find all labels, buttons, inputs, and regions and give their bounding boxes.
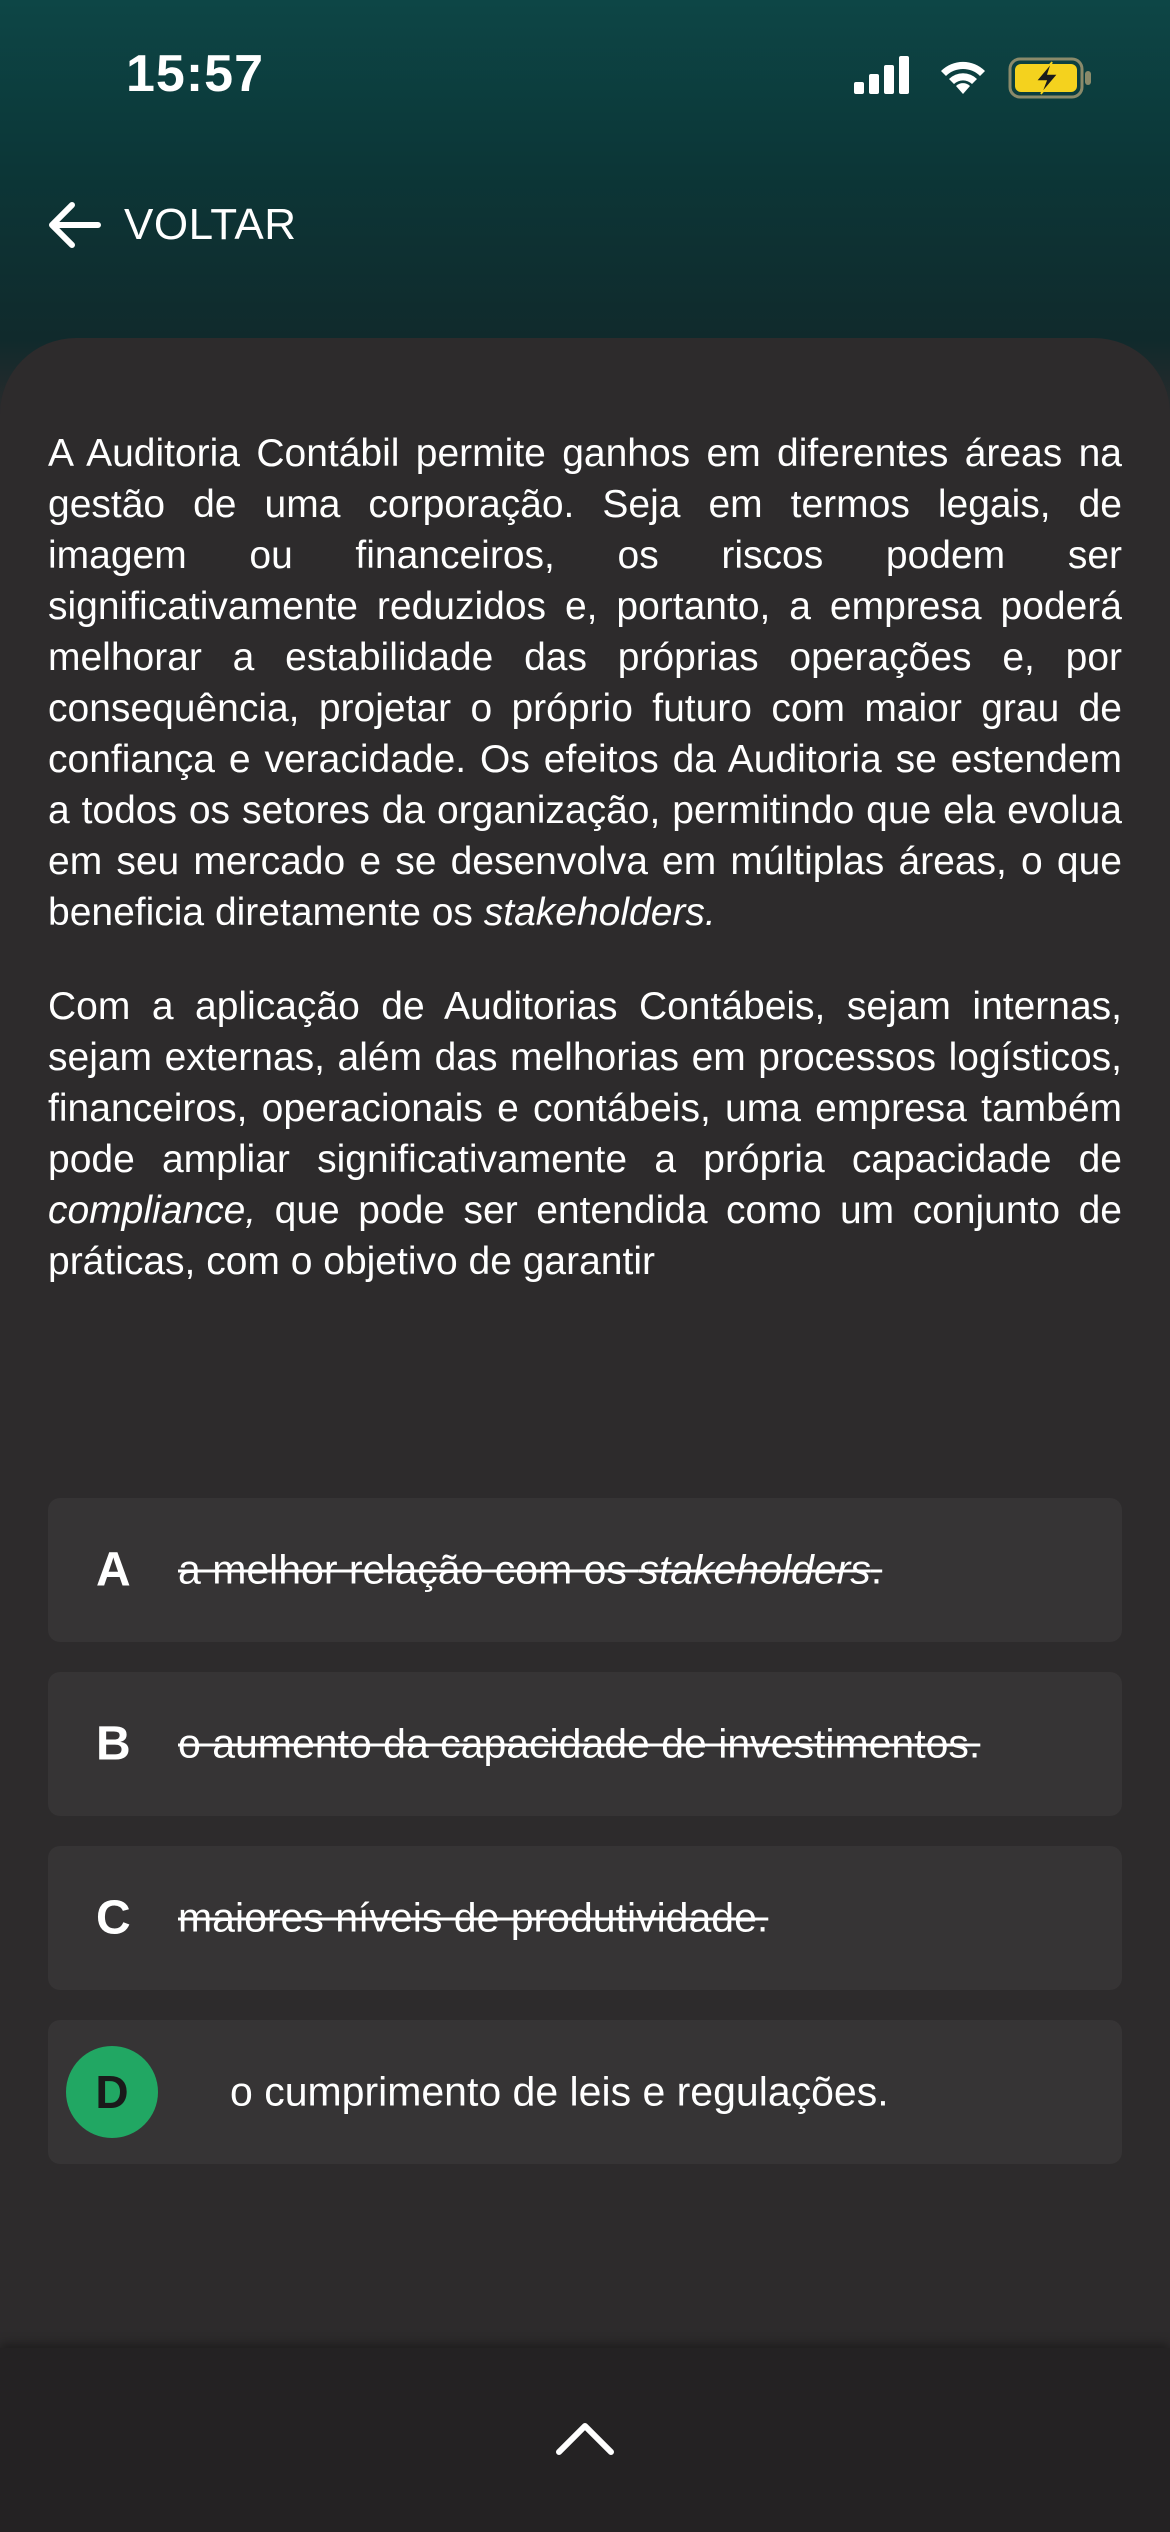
option-c[interactable] — [48, 1846, 1122, 1990]
question-card — [0, 338, 1170, 2348]
option-letter: B — [96, 1717, 131, 1771]
bottom-bar — [0, 2348, 1170, 2532]
option-letter: A — [96, 1543, 131, 1597]
option-d[interactable] — [48, 2020, 1122, 2164]
status-bar — [0, 0, 1170, 150]
question-text — [48, 428, 1122, 1287]
question-paragraph-2: Com a aplicação de Auditorias Contábeis, sejam internas, sejam externas, além das melhorias em processos logísticos, financeiros, operacionais e contábeis, uma empresa também pode ampliar significativamente a própria capacidade de compliance, que pode ser entendida como um conjunto de práticas, com o objetivo de garantir — [48, 985, 1122, 1283]
option-text: o aumento da capacidade de investimentos. — [178, 1720, 981, 1767]
back-button[interactable] — [44, 190, 297, 260]
option-a[interactable] — [48, 1498, 1122, 1642]
status-time: 15:57 — [126, 45, 264, 103]
option-text: a melhor relação com os stakeholders. — [178, 1546, 883, 1593]
answer-options — [48, 1498, 1122, 2194]
option-text: maiores níveis de produtividade. — [178, 1894, 769, 1941]
option-b[interactable] — [48, 1672, 1122, 1816]
option-text: o cumprimento de leis e regulações. — [230, 2068, 889, 2115]
arrow-left-icon — [44, 195, 104, 255]
question-paragraph-1: A Auditoria Contábil permite ganhos em diferentes áreas na gestão de uma corporação. Seja em termos legais, de imagem ou financeiros, os riscos podem ser significativamente reduzidos e, portanto, a empresa poderá melhorar a estabilidade das próprias operações e, por consequência, projetar o próprio futuro com maior grau de confiança e veracidade. Os efeitos da Auditoria se estendem a todos os setores da organização, permitindo que ela evolua em seu mercado e se desenvolva em múltiplas áreas, o que beneficia diretamente os stakeholders. — [48, 432, 1122, 934]
wifi-icon — [936, 56, 990, 96]
back-label: VOLTAR — [124, 200, 297, 249]
battery-charging-icon — [1008, 56, 1094, 100]
chevron-up-icon[interactable] — [555, 2420, 615, 2456]
option-letter: D — [95, 2066, 129, 2118]
selected-letter-badge — [66, 2046, 158, 2138]
signal-icon — [852, 56, 912, 96]
option-letter: C — [96, 1891, 131, 1945]
